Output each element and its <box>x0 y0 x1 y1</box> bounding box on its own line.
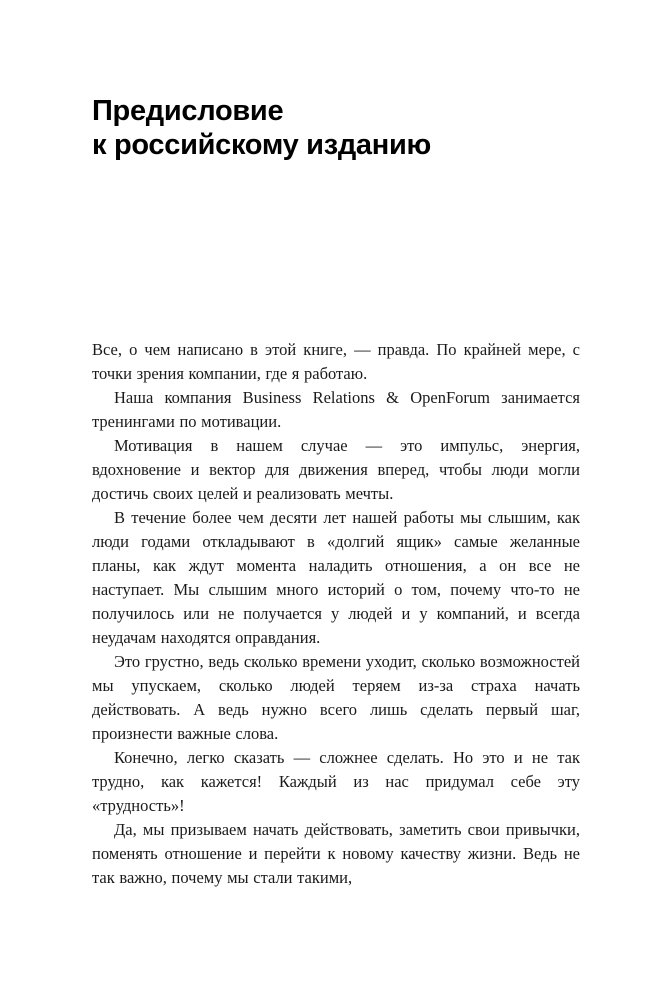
paragraph: Это грустно, ведь сколько времени уходит, сколько возможностей мы упускаем, сколько людей теряем из-за страха начать действовать. А ведь нужно всего лишь сделать первый шаг, произнести важные слова. <box>92 652 580 743</box>
chapter-title <box>92 94 580 162</box>
paragraph: Конечно, легко сказать — сложнее сделать. Но это и не так трудно, как кажется! Каждый из нас придумал себе эту «трудность»! <box>92 748 580 815</box>
paragraph: Наша компания Business Relations & OpenForum занимается тренингами по мотивации. <box>92 388 580 431</box>
body-text <box>92 338 580 890</box>
chapter-title-line-2: к российскому изданию <box>92 129 431 161</box>
paragraph: Мотивация в нашем случае — это импульс, энергия, вдохновение и вектор для движения вперед, чтобы люди могли достичь своих целей и реализовать мечты. <box>92 436 580 503</box>
paragraph: Да, мы призываем начать действовать, заметить свои привычки, поменять отношение и перейти к новому качеству жизни. Ведь не так важно, почему мы стали такими, <box>92 820 580 887</box>
paragraph: В течение более чем десяти лет нашей работы мы слышим, как люди годами откладывают в «долгий ящик» самые желанные планы, как ждут момента наладить отношения, а он все не наступает. Мы слышим много историй о том, почему что-то не получилось или не получается у людей и у компаний, и всегда неудачам находятся оправдания. <box>92 508 580 647</box>
paragraph: Все, о чем написано в этой книге, — правда. По крайней мере, с точки зрения компании, где я работаю. <box>92 340 580 383</box>
chapter-title-line-1: Предисловие <box>92 95 284 127</box>
